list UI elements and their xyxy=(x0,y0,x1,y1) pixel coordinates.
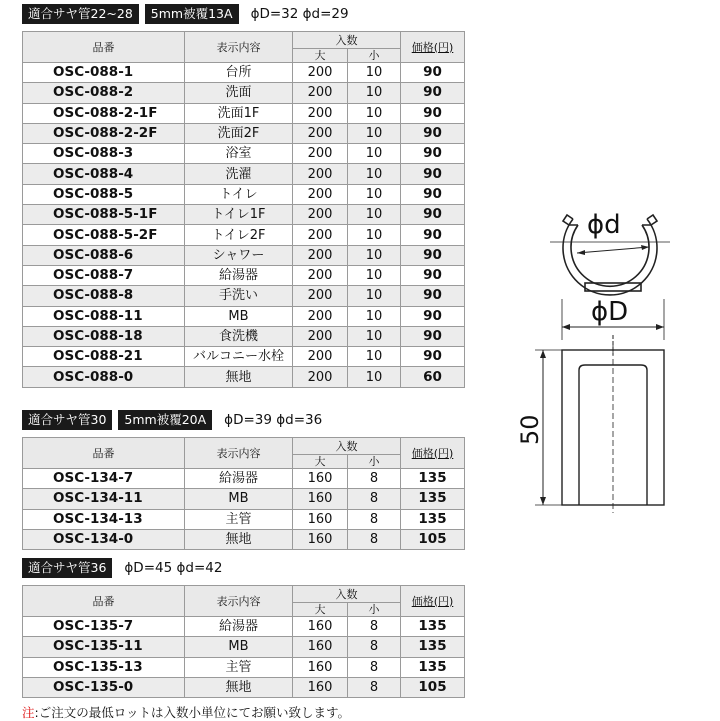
section-3-spec: ϕD=45 ϕd=42 xyxy=(124,560,223,576)
header-label: 表示内容 xyxy=(185,438,293,469)
product-code: OSC-088-11 xyxy=(23,306,185,326)
display-label: 洗濯 xyxy=(185,164,293,184)
qty-small: 10 xyxy=(348,63,401,83)
header-small: 小 xyxy=(348,455,401,469)
header-code: 品番 xyxy=(23,438,185,469)
product-code: OSC-088-4 xyxy=(23,164,185,184)
qty-small: 10 xyxy=(348,367,401,387)
table-row xyxy=(23,326,465,346)
header-code: 品番 xyxy=(23,32,185,63)
qty-large: 200 xyxy=(293,367,348,387)
price: 90 xyxy=(401,245,465,265)
product-code: OSC-134-11 xyxy=(23,489,185,509)
qty-small: 10 xyxy=(348,83,401,103)
qty-large: 160 xyxy=(293,509,348,529)
qty-large: 200 xyxy=(293,83,348,103)
price: 135 xyxy=(401,469,465,489)
price: 90 xyxy=(401,83,465,103)
product-code: OSC-088-2-1F xyxy=(23,103,185,123)
product-code: OSC-088-2-2F xyxy=(23,123,185,143)
qty-small: 8 xyxy=(348,677,401,697)
qty-large: 200 xyxy=(293,123,348,143)
table-row xyxy=(23,306,465,326)
header-qty: 入数 xyxy=(293,438,401,455)
price: 90 xyxy=(401,103,465,123)
price: 90 xyxy=(401,205,465,225)
qty-large: 200 xyxy=(293,63,348,83)
qty-large: 160 xyxy=(293,529,348,549)
display-label: MB xyxy=(185,637,293,657)
header-price: 価格(円) xyxy=(401,438,465,469)
display-label: 給湯器 xyxy=(185,469,293,489)
display-label: 食洗機 xyxy=(185,326,293,346)
section-2-title xyxy=(22,409,464,431)
qty-large: 160 xyxy=(293,469,348,489)
price: 90 xyxy=(401,286,465,306)
table-row xyxy=(23,286,465,306)
qty-small: 10 xyxy=(348,225,401,245)
table-row xyxy=(23,245,465,265)
section-3-title xyxy=(22,557,464,579)
display-label: 浴室 xyxy=(185,144,293,164)
display-label: 台所 xyxy=(185,63,293,83)
price: 90 xyxy=(401,225,465,245)
outer-diameter-label: ϕD xyxy=(591,297,629,327)
table-row xyxy=(23,509,465,529)
product-code: OSC-088-18 xyxy=(23,326,185,346)
qty-large: 200 xyxy=(293,306,348,326)
product-code: OSC-088-6 xyxy=(23,245,185,265)
table-row xyxy=(23,657,465,677)
price: 135 xyxy=(401,489,465,509)
qty-large: 160 xyxy=(293,617,348,637)
height-label: 50 xyxy=(516,414,544,445)
header-small: 小 xyxy=(348,49,401,63)
price: 135 xyxy=(401,617,465,637)
qty-small: 8 xyxy=(348,637,401,657)
product-code: OSC-088-2 xyxy=(23,83,185,103)
qty-large: 200 xyxy=(293,286,348,306)
header-large: 大 xyxy=(293,603,348,617)
table-row xyxy=(23,367,465,387)
qty-large: 200 xyxy=(293,265,348,285)
qty-large: 200 xyxy=(293,225,348,245)
qty-small: 10 xyxy=(348,286,401,306)
display-label: 洗面 xyxy=(185,83,293,103)
header-price: 価格(円) xyxy=(401,32,465,63)
qty-large: 160 xyxy=(293,657,348,677)
qty-small: 10 xyxy=(348,306,401,326)
qty-large: 200 xyxy=(293,326,348,346)
order-note xyxy=(22,703,350,721)
display-label: トイレ2F xyxy=(185,225,293,245)
price: 135 xyxy=(401,509,465,529)
qty-large: 160 xyxy=(293,637,348,657)
display-label: 無地 xyxy=(185,529,293,549)
table-row xyxy=(23,103,465,123)
header-large: 大 xyxy=(293,49,348,63)
section-2-tag-1: 適合サヤ管30 xyxy=(22,410,112,430)
table-row xyxy=(23,205,465,225)
price: 90 xyxy=(401,184,465,204)
inner-diameter-label: ϕd xyxy=(587,210,621,240)
price: 90 xyxy=(401,306,465,326)
qty-large: 200 xyxy=(293,245,348,265)
price: 105 xyxy=(401,529,465,549)
product-code: OSC-088-7 xyxy=(23,265,185,285)
price: 90 xyxy=(401,265,465,285)
header-qty: 入数 xyxy=(293,586,401,603)
qty-large: 200 xyxy=(293,103,348,123)
header-price: 価格(円) xyxy=(401,586,465,617)
price: 90 xyxy=(401,164,465,184)
product-code: OSC-088-1 xyxy=(23,63,185,83)
table-row xyxy=(23,677,465,697)
qty-small: 8 xyxy=(348,509,401,529)
qty-large: 200 xyxy=(293,347,348,367)
qty-large: 200 xyxy=(293,205,348,225)
price: 60 xyxy=(401,367,465,387)
note-text: :ご注文の最低ロットは入数小単位にてお願い致します。 xyxy=(34,705,350,720)
qty-large: 200 xyxy=(293,184,348,204)
qty-small: 10 xyxy=(348,164,401,184)
section-3-table xyxy=(22,585,465,698)
display-label: バルコニー水栓 xyxy=(185,347,293,367)
display-label: 洗面2F xyxy=(185,123,293,143)
qty-small: 10 xyxy=(348,265,401,285)
section-3-tag-1: 適合サヤ管36 xyxy=(22,558,112,578)
header-label: 表示内容 xyxy=(185,32,293,63)
display-label: 無地 xyxy=(185,677,293,697)
section-1-title xyxy=(22,3,464,25)
table-row xyxy=(23,63,465,83)
product-code: OSC-134-0 xyxy=(23,529,185,549)
header-large: 大 xyxy=(293,455,348,469)
table-row xyxy=(23,347,465,367)
display-label: 給湯器 xyxy=(185,617,293,637)
product-code: OSC-134-13 xyxy=(23,509,185,529)
price: 90 xyxy=(401,326,465,346)
qty-small: 8 xyxy=(348,489,401,509)
qty-small: 8 xyxy=(348,469,401,489)
product-code: OSC-088-0 xyxy=(23,367,185,387)
section-2-table xyxy=(22,437,465,550)
qty-small: 8 xyxy=(348,617,401,637)
display-label: 主管 xyxy=(185,657,293,677)
table-row xyxy=(23,184,465,204)
qty-small: 10 xyxy=(348,184,401,204)
table-row xyxy=(23,265,465,285)
sleeve-diagram xyxy=(505,195,715,525)
header-qty: 入数 xyxy=(293,32,401,49)
qty-small: 10 xyxy=(348,326,401,346)
table-row xyxy=(23,489,465,509)
product-code: OSC-088-21 xyxy=(23,347,185,367)
table-row xyxy=(23,83,465,103)
section-1-tag-2: 5mm被覆13A xyxy=(145,4,239,24)
table-row xyxy=(23,529,465,549)
qty-small: 10 xyxy=(348,245,401,265)
price: 135 xyxy=(401,657,465,677)
product-code: OSC-088-5 xyxy=(23,184,185,204)
product-code: OSC-088-5-1F xyxy=(23,205,185,225)
table-row xyxy=(23,164,465,184)
display-label: MB xyxy=(185,489,293,509)
qty-small: 10 xyxy=(348,103,401,123)
product-code: OSC-088-8 xyxy=(23,286,185,306)
table-row xyxy=(23,617,465,637)
product-code: OSC-135-0 xyxy=(23,677,185,697)
price: 135 xyxy=(401,637,465,657)
product-code: OSC-088-3 xyxy=(23,144,185,164)
header-label: 表示内容 xyxy=(185,586,293,617)
side-view xyxy=(562,341,664,513)
qty-small: 10 xyxy=(348,123,401,143)
table-row xyxy=(23,123,465,143)
display-label: 無地 xyxy=(185,367,293,387)
product-code: OSC-135-7 xyxy=(23,617,185,637)
display-label: シャワー xyxy=(185,245,293,265)
section-2-tag-2: 5mm被覆20A xyxy=(118,410,212,430)
note-prefix: 注 xyxy=(22,705,35,720)
section-1 xyxy=(22,3,464,388)
qty-small: 8 xyxy=(348,657,401,677)
table-row xyxy=(23,225,465,245)
price: 90 xyxy=(401,347,465,367)
display-label: MB xyxy=(185,306,293,326)
qty-large: 160 xyxy=(293,489,348,509)
qty-small: 8 xyxy=(348,529,401,549)
section-3 xyxy=(22,557,464,698)
display-label: 洗面1F xyxy=(185,103,293,123)
qty-large: 160 xyxy=(293,677,348,697)
qty-small: 10 xyxy=(348,205,401,225)
header-small: 小 xyxy=(348,603,401,617)
qty-large: 200 xyxy=(293,164,348,184)
price: 90 xyxy=(401,144,465,164)
product-code: OSC-135-11 xyxy=(23,637,185,657)
section-1-table xyxy=(22,31,465,388)
table-row xyxy=(23,469,465,489)
display-label: トイレ1F xyxy=(185,205,293,225)
section-1-tag-1: 適合サヤ管22~28 xyxy=(22,4,139,24)
header-code: 品番 xyxy=(23,586,185,617)
section-1-spec: ϕD=32 ϕd=29 xyxy=(250,6,349,22)
price: 90 xyxy=(401,123,465,143)
qty-small: 10 xyxy=(348,144,401,164)
table-row xyxy=(23,637,465,657)
display-label: トイレ xyxy=(185,184,293,204)
display-label: 主管 xyxy=(185,509,293,529)
section-2-spec: ϕD=39 ϕd=36 xyxy=(224,412,323,428)
display-label: 手洗い xyxy=(185,286,293,306)
price: 105 xyxy=(401,677,465,697)
display-label: 給湯器 xyxy=(185,265,293,285)
table-row xyxy=(23,144,465,164)
price: 90 xyxy=(401,63,465,83)
section-2 xyxy=(22,409,464,550)
product-code: OSC-088-5-2F xyxy=(23,225,185,245)
product-code: OSC-134-7 xyxy=(23,469,185,489)
product-code: OSC-135-13 xyxy=(23,657,185,677)
qty-small: 10 xyxy=(348,347,401,367)
qty-large: 200 xyxy=(293,144,348,164)
